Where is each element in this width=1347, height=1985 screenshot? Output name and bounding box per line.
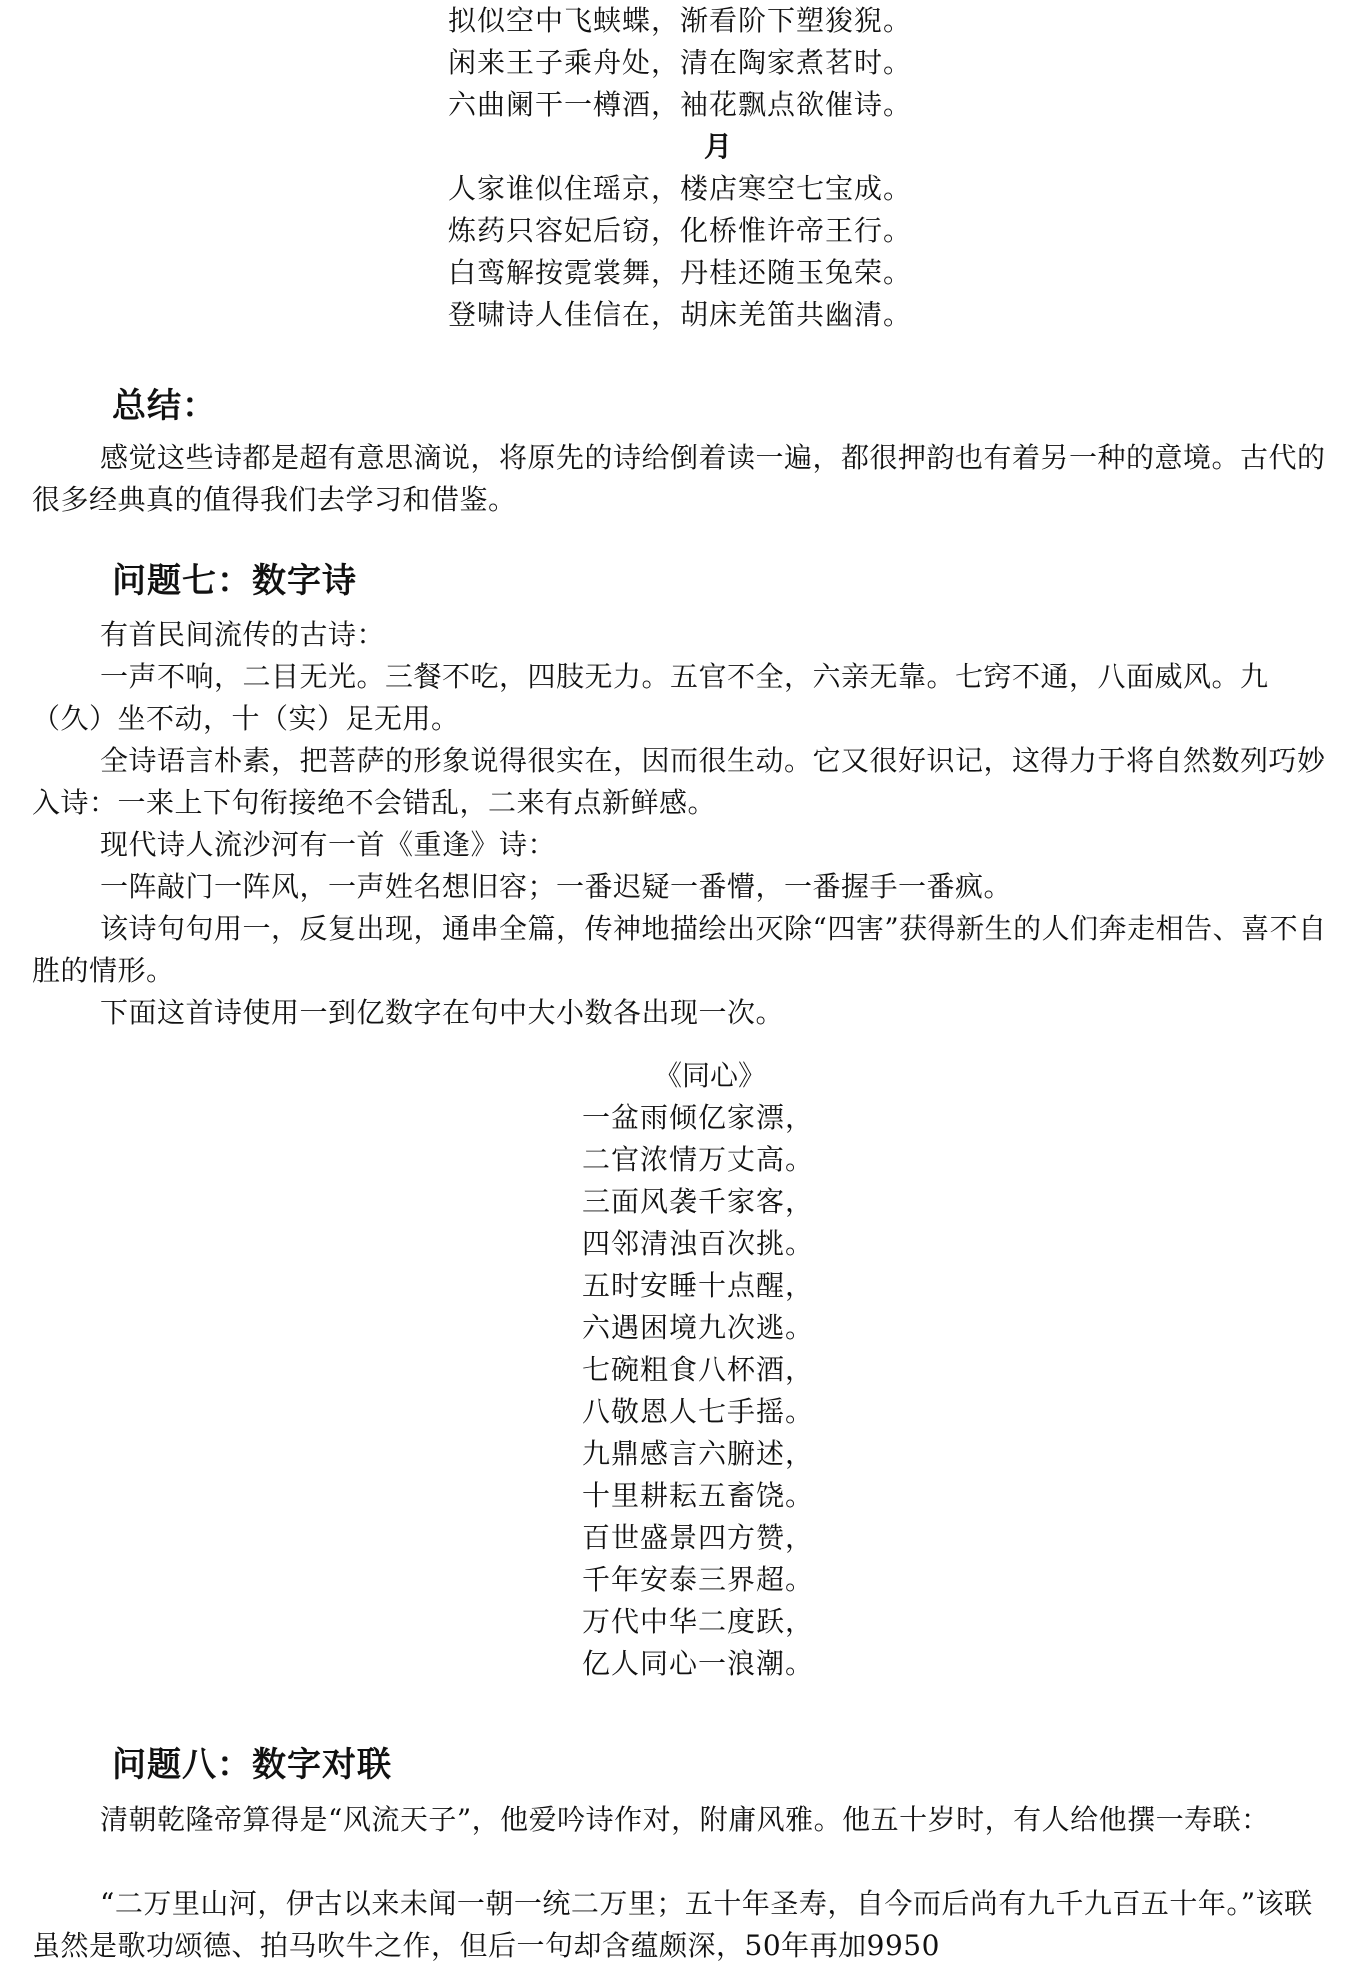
poem-line: 四邻清浊百次挑。 [582,1227,815,1260]
paragraph: “二万里山河，伊古以来未闻一朝一统二万里；五十年圣寿，自今而后尚有九千九百五十年。”该联虽然是歌功颂德、拍马吹牛之作，但后一句却含蕴颇深，50年再加9950 [32,1887,1313,1962]
paragraph: 有首民间流传的古诗： [100,618,386,651]
poem-line: 六遇困境九次逃。 [582,1311,815,1344]
paragraph: 该诗句句用一，反复出现，通串全篇，传神地描绘出灭除“四害”获得新生的人们奔走相告、喜不自胜的情形。 [32,912,1327,987]
paragraph: 一阵敲门一阵风，一声姓名想旧容；一番迟疑一番懵，一番握手一番疯。 [100,870,1013,903]
poem-line: 三面风袭千家客， [582,1185,815,1218]
poem-line: 亿人同心一浪潮。 [582,1647,815,1680]
paragraph: 清朝乾隆帝算得是“风流天子”，他爱吟诗作对，附庸风雅。他五十岁时，有人给他撰一寿联： [100,1803,1270,1836]
poem-line: 登啸诗人佳信在，胡床羌笛共幽清。 [448,298,913,331]
poem-line: 炼药只容妃后窃，化桥惟许帝王行。 [448,214,913,247]
poem-line: 百世盛景四方赞， [582,1521,815,1554]
poem-line: 人家谁似住瑶京，楼店寒空七宝成。 [448,172,913,205]
poem-title: 《同心》 [654,1059,767,1092]
poem-line: 万代中华二度跃， [582,1605,815,1638]
summary-heading: 总结： [112,386,217,426]
poem-line: 五时安睡十点醒， [582,1269,815,1302]
section-8-heading: 问题八：数字对联 [112,1745,392,1785]
poem-continuation [448,0,1048,336]
poem-line: 二官浓情万丈高。 [582,1143,815,1176]
poem-subtitle: 月 [704,130,733,163]
paragraph: 现代诗人流沙河有一首《重逢》诗： [100,828,557,861]
poem-line: 九鼎感言六腑述， [582,1437,815,1470]
poem-line: 闲来王子乘舟处，清在陶家煮茗时。 [448,46,913,79]
paragraph: 一声不响，二目无光。三餐不吃，四肢无力。五官不全，六亲无靠。七窍不通，八面威风。九（久）坐不动，十（实）足无用。 [32,660,1269,735]
section-7-heading: 问题七：数字诗 [112,561,357,601]
tongxin-poem [582,1055,982,1685]
poem-line: 千年安泰三界超。 [582,1563,815,1596]
paragraph: 全诗语言朴素，把菩萨的形象说得很实在，因而很生动。它又很好识记，这得力于将自然数列巧妙入诗：一来上下句衔接绝不会错乱，二来有点新鲜感。 [32,744,1326,819]
poem-line: 六曲阑干一樽酒，袖花飘点欲催诗。 [448,88,913,121]
poem-line: 白鸾解按霓裳舞，丹桂还随玉兔荣。 [448,256,913,289]
summary-paragraph: 感觉这些诗都是超有意思滴说，将原先的诗给倒着读一遍，都很押韵也有着另一种的意境。古代的很多经典真的值得我们去学习和借鉴。 [32,441,1326,516]
paragraph: 下面这首诗使用一到亿数字在句中大小数各出现一次。 [100,996,785,1029]
poem-line: 十里耕耘五畜饶。 [582,1479,815,1512]
poem-line: 拟似空中飞蛱蝶，渐看阶下塑狻猊。 [448,4,913,37]
poem-line: 八敬恩人七手摇。 [582,1395,815,1428]
poem-line: 一盆雨倾亿家漂， [582,1101,815,1134]
poem-line: 七碗粗食八杯酒， [582,1353,815,1386]
